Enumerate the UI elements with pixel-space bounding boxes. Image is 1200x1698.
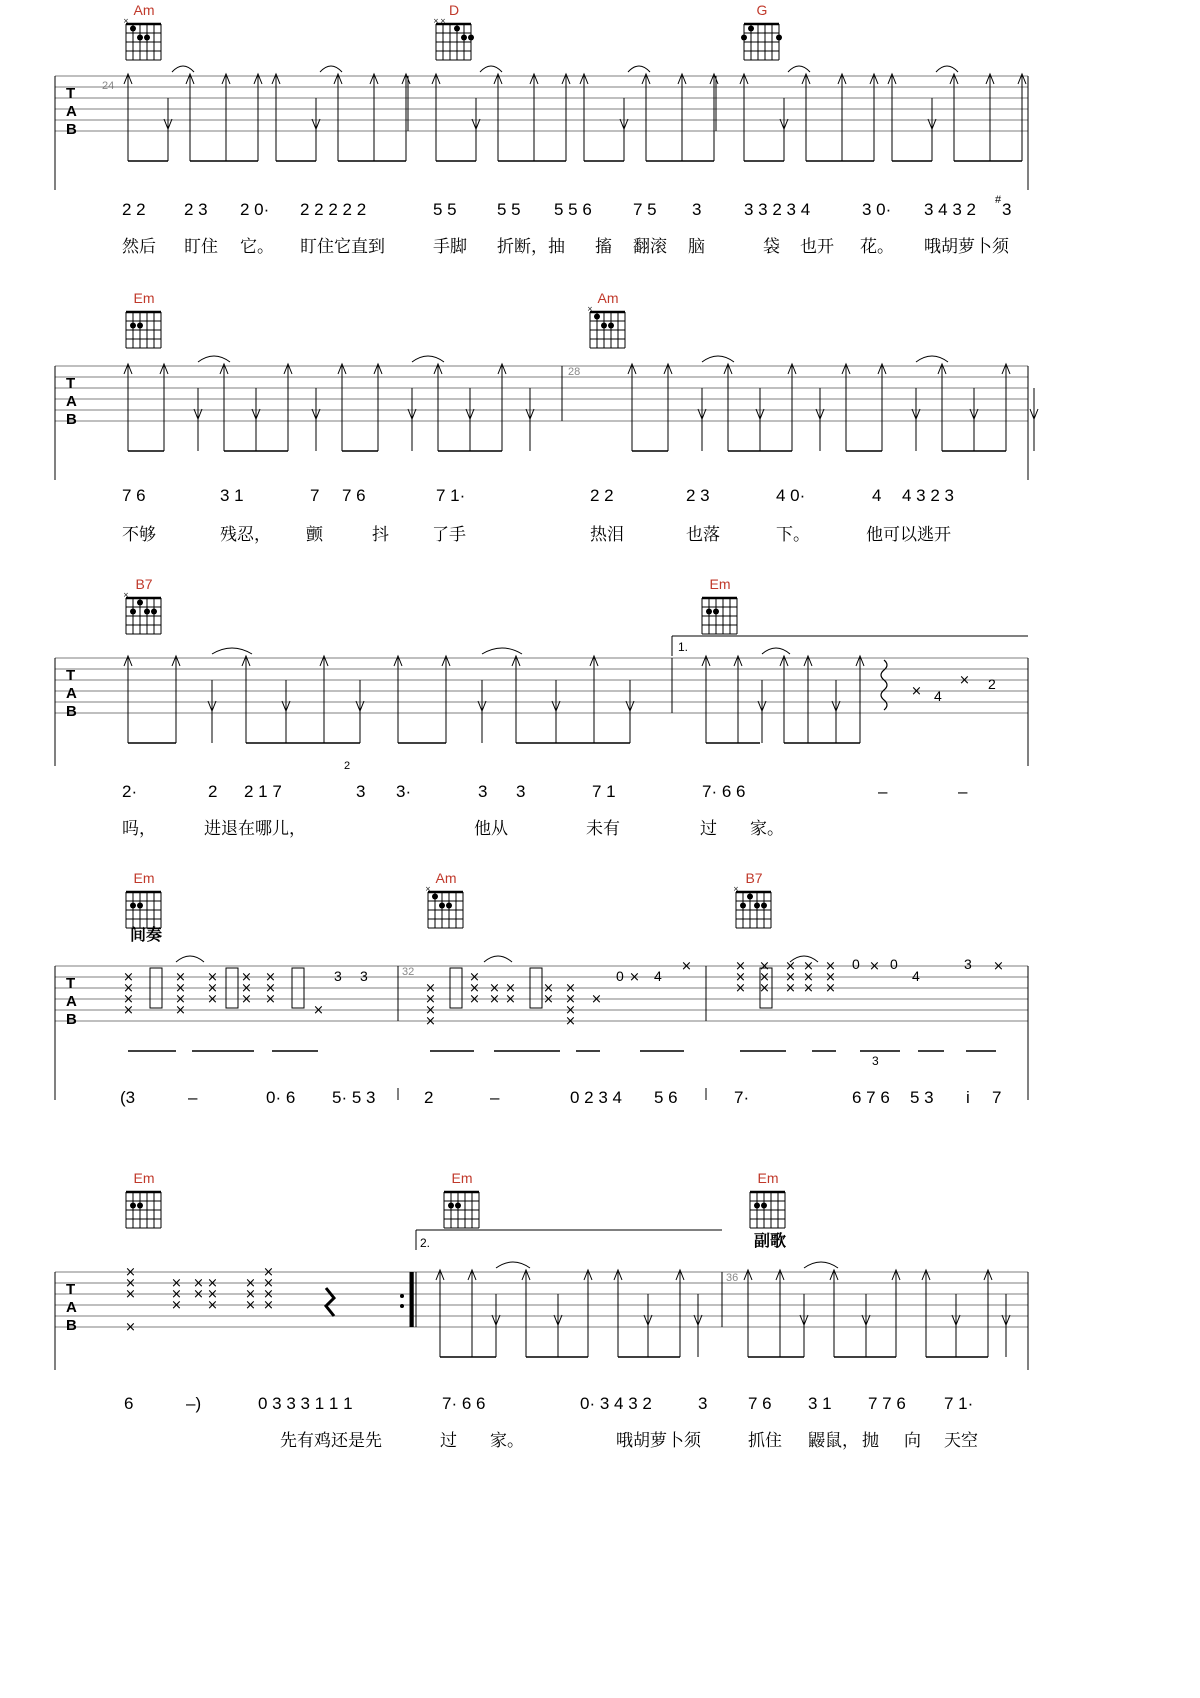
strum-down-arrow [466, 388, 474, 451]
lyric: 鼹鼠， [808, 1431, 859, 1451]
lyric: 也开 [800, 237, 834, 257]
chord-name: Em [133, 1170, 155, 1186]
jianpu-group: 0· 6 [266, 1088, 296, 1107]
jianpu-group: 2 0· [240, 200, 270, 219]
repeat-dot [400, 1294, 404, 1298]
strum-down-arrow [208, 680, 216, 743]
jianpu-group: 2 2 2 2 2 [300, 200, 367, 219]
jianpu-group: 7 6 [122, 486, 146, 505]
tie [482, 648, 522, 654]
muted-note: × [313, 1003, 324, 1018]
jianpu-group: 7 1 [592, 782, 616, 801]
jianpu-group: 4 [872, 486, 882, 505]
muted-note: × [171, 1276, 182, 1291]
muted-note: × [241, 981, 252, 996]
muted-note: × [505, 981, 516, 996]
jianpu-group: 4 0· [776, 486, 806, 505]
jianpu-group: 7· [734, 1088, 750, 1107]
chord-name: Em [133, 290, 155, 306]
jianpu-group: 5 6 [654, 1088, 678, 1107]
jianpu-group: 2 2 [590, 486, 614, 505]
chord-name: Am [597, 290, 619, 306]
muted-note: × [123, 992, 134, 1007]
strum-down-arrow [756, 388, 764, 451]
jianpu-group: 3 1 [220, 486, 244, 505]
muted-note: × [825, 959, 836, 974]
strum-down-arrow [862, 1294, 870, 1357]
chord-name: Em [709, 576, 731, 592]
repeat-dot [400, 1304, 404, 1308]
lyric: 过 [700, 819, 717, 839]
muted-note: × [469, 970, 480, 985]
strum-down-arrow [282, 680, 290, 743]
jianpu-group: 2 3 [184, 200, 208, 219]
jianpu-group: 0 2 3 4 [570, 1088, 622, 1107]
lyric: 残忍， [220, 525, 271, 545]
jianpu-group: 3 [1002, 200, 1012, 219]
lyric: 盯住 [184, 237, 218, 257]
jianpu-group: 3 [516, 782, 526, 801]
mute-mark: × [587, 306, 593, 313]
jianpu-group: 6 [124, 1394, 134, 1413]
jianpu-group: 7· 6 6 [442, 1394, 486, 1413]
strum-down-arrow [194, 388, 202, 451]
muted-note: × [425, 981, 436, 996]
jianpu-group: 5 5 [433, 200, 457, 219]
mute-mark: × [433, 18, 439, 25]
muted-note: × [759, 981, 770, 996]
muted-note: × [505, 992, 516, 1007]
tie [936, 66, 958, 72]
jianpu-group: 3 [698, 1394, 708, 1413]
tie [212, 648, 252, 654]
lyric: 也落 [686, 525, 720, 545]
tab-clef: A [66, 1299, 77, 1316]
muted-note: × [125, 1265, 136, 1280]
strum-down-arrow [928, 98, 936, 161]
system-4 [0, 870, 1200, 1190]
strum-down-arrow [644, 1294, 652, 1357]
measure-number: 24 [102, 80, 115, 92]
muted-note: × [425, 1014, 436, 1029]
muted-note: × [785, 981, 796, 996]
chord-name: Em [757, 1170, 779, 1186]
lyric: 了手 [432, 525, 466, 545]
chord-name: D [448, 2, 460, 18]
tie [628, 66, 650, 72]
muted-note: × [425, 992, 436, 1007]
tie [480, 66, 502, 72]
rest-dash: – [958, 782, 968, 801]
chord-name: G [756, 2, 768, 18]
muted-note: × [469, 981, 480, 996]
muted-note: × [207, 1287, 218, 1302]
jianpu-group: 2 2 [122, 200, 146, 219]
tab-clef: A [66, 103, 77, 120]
tab-clef: T [66, 375, 76, 392]
jianpu-group: 3 [478, 782, 488, 801]
jianpu-group: 3 4 3 2 [924, 200, 976, 219]
muted-note: × [207, 1276, 218, 1291]
lyric: 家。 [490, 1431, 524, 1451]
muted-note: × [959, 673, 970, 688]
lyric: 翻滚 [633, 237, 667, 257]
lyric: 哦胡萝卜须 [616, 1431, 701, 1451]
mute-mark: × [440, 18, 446, 25]
lyric: 家。 [750, 819, 784, 839]
lyric: 盯住它直到 [300, 237, 385, 257]
strum-down-arrow [694, 1294, 702, 1357]
tie [788, 66, 810, 72]
chord-name: Em [133, 870, 155, 886]
muted-note: × [123, 981, 134, 996]
jianpu-group: 2 3 [686, 486, 710, 505]
jianpu-group: 0 3 3 3 1 1 1 [258, 1394, 353, 1413]
muted-note: × [681, 959, 692, 974]
tie [412, 356, 444, 362]
strum-down-arrow [552, 680, 560, 743]
muted-note: × [265, 992, 276, 1007]
jianpu-group: 7 7 6 [868, 1394, 906, 1413]
muted-note: × [759, 970, 770, 985]
jianpu-group: 3 3 2 3 4 [744, 200, 811, 219]
muted-note: × [241, 992, 252, 1007]
tab-clef: A [66, 393, 77, 410]
tab-clef: T [66, 667, 76, 684]
muted-note: × [629, 970, 640, 985]
muted-note: × [489, 981, 500, 996]
arpeggio-wave [881, 660, 887, 710]
jianpu-group: 7 6 [342, 486, 366, 505]
muted-note: × [175, 970, 186, 985]
section-label: 副歌 [754, 1231, 787, 1250]
jianpu-group: 2 1 7 [244, 782, 282, 801]
muted-note: × [803, 959, 814, 974]
tie [702, 356, 734, 362]
muted-note: × [171, 1298, 182, 1313]
tab-clef: A [66, 685, 77, 702]
tab-staff [0, 576, 1200, 766]
tie [172, 66, 194, 72]
tie [916, 356, 948, 362]
jianpu-group: (3 [120, 1088, 136, 1107]
muted-note: × [825, 970, 836, 985]
muted-note: × [193, 1287, 204, 1302]
tie [320, 66, 342, 72]
tab-staff [0, 0, 1200, 190]
strum-down-arrow [526, 388, 534, 451]
strum-down-arrow [1030, 388, 1038, 451]
tie [484, 956, 512, 962]
muted-note: × [193, 1276, 204, 1291]
jianpu-group: 6 7 6 [852, 1088, 890, 1107]
muted-note: × [123, 1003, 134, 1018]
muted-note: × [207, 970, 218, 985]
lyric: 进退在哪儿， [204, 819, 306, 839]
jianpu-group: 0· 3 4 3 2 [580, 1394, 652, 1413]
tab-fret: 0 [890, 956, 898, 972]
chord-name: Am [435, 870, 457, 886]
strum-down-arrow [970, 388, 978, 451]
muted-note: × [803, 970, 814, 985]
muted-note: × [785, 970, 796, 985]
muted-note: × [565, 1003, 576, 1018]
strum-down-arrow [356, 680, 364, 743]
jianpu-group: 7 [310, 486, 320, 505]
rest-dash: – [188, 1088, 198, 1107]
muted-note: × [245, 1287, 256, 1302]
muted-note: × [565, 1014, 576, 1029]
system-5 [0, 1170, 1200, 1490]
strum-down-arrow [1002, 1294, 1010, 1357]
mute-mark: × [123, 18, 129, 25]
tab-fret: 2 [988, 676, 996, 692]
tab-clef: B [66, 411, 77, 428]
muted-note: × [207, 981, 218, 996]
strum-down-arrow [312, 388, 320, 451]
jianpu-group: 5 5 6 [554, 200, 592, 219]
muted-note: × [263, 1276, 274, 1291]
lyric: 不够 [122, 525, 156, 545]
strum-down-arrow [620, 98, 628, 161]
measure-number: 32 [402, 966, 415, 978]
muted-note: × [911, 684, 922, 699]
strum-down-arrow [780, 98, 788, 161]
jianpu-group: 7· 6 6 [702, 782, 746, 801]
strum-down-arrow [408, 388, 416, 451]
muted-note: × [175, 1003, 186, 1018]
system-2 [0, 290, 1200, 610]
lyric: 抓住 [748, 1431, 782, 1451]
muted-note: × [825, 981, 836, 996]
tab-fret: 3 [334, 968, 342, 984]
lyric: 未有 [586, 819, 620, 839]
jianpu-group: 3 0· [862, 200, 892, 219]
quarter-rest [326, 1288, 334, 1316]
jianpu-group: 2 [208, 782, 218, 801]
lyric: 他从 [474, 819, 508, 839]
muted-note: × [263, 1265, 274, 1280]
muted-note: × [265, 981, 276, 996]
muted-note: × [265, 970, 276, 985]
lyric: 折断，抽 [497, 237, 565, 257]
muted-note: × [245, 1298, 256, 1313]
jianpu-group: 5 3 [910, 1088, 934, 1107]
lyric: 他可以逃开 [866, 525, 951, 545]
muted-note: × [735, 981, 746, 996]
jianpu-group: 3 1 [808, 1394, 832, 1413]
lyric: 向 [904, 1431, 921, 1451]
muted-note: × [263, 1287, 274, 1302]
system-3 [0, 576, 1200, 896]
lyric: 抛 [862, 1431, 879, 1451]
lyric: 吗， [122, 819, 156, 839]
muted-note: × [565, 981, 576, 996]
muted-note: × [735, 959, 746, 974]
lyric: 它。 [240, 237, 274, 257]
mute-mark: × [733, 886, 739, 893]
jianpu-group: 3 [692, 200, 702, 219]
jianpu-group: 7 5 [633, 200, 657, 219]
lyric: 脑 [688, 237, 705, 257]
tab-clef: T [66, 85, 76, 102]
jianpu-group: 7 1· [436, 486, 466, 505]
muted-note: × [425, 1003, 436, 1018]
strum-down-arrow [952, 1294, 960, 1357]
system-1 [0, 0, 1200, 320]
strum-down-arrow [698, 388, 706, 451]
muted-note: × [125, 1276, 136, 1291]
jianpu-group: 7 [992, 1088, 1002, 1107]
muted-note: × [993, 959, 1004, 974]
strum-down-arrow [478, 680, 486, 743]
muted-note: × [543, 992, 554, 1007]
strum-down-arrow [472, 98, 480, 161]
mute-mark: × [425, 886, 431, 893]
jianpu-group: 7 1· [944, 1394, 974, 1413]
tie [198, 356, 230, 362]
tab-staff [0, 290, 1200, 480]
jianpu-group: i [966, 1088, 970, 1107]
muted-note: × [759, 959, 770, 974]
lyric: 哦胡萝卜须 [924, 237, 1009, 257]
tab-clef: A [66, 993, 77, 1010]
muted-note: × [245, 1276, 256, 1291]
muted-note: × [263, 1298, 274, 1313]
jianpu-group: 2 [424, 1088, 434, 1107]
strum-down-arrow [164, 98, 172, 161]
strum-down-arrow [252, 388, 260, 451]
strum-down-arrow [800, 1294, 808, 1357]
jianpu-group: 2· [122, 782, 138, 801]
section-label: 间奏 [130, 925, 163, 944]
jianpu-group: 5· 5 3 [332, 1088, 376, 1107]
volta-label: 2. [420, 1236, 431, 1250]
tab-fret: 4 [912, 968, 920, 984]
tab-fret: 0 [852, 956, 860, 972]
tab-staff [0, 1170, 1200, 1370]
muted-note: × [207, 992, 218, 1007]
lyric: 颤 [306, 525, 323, 545]
mute-mark: × [123, 592, 129, 599]
muted-note: × [123, 970, 134, 985]
muted-note: × [489, 992, 500, 1007]
lyric: 然后 [122, 237, 156, 257]
chord-name: B7 [135, 576, 153, 592]
chord-name: B7 [745, 870, 763, 886]
strum-down-arrow [312, 98, 320, 161]
strum-down-arrow [832, 680, 840, 743]
tab-staff [0, 870, 1200, 1100]
lyric: 袋 [763, 237, 780, 257]
lyric: 手脚 [433, 237, 467, 257]
tab-fret: 4 [934, 688, 942, 704]
rest-dash: – [878, 782, 888, 801]
muted-note: × [241, 970, 252, 985]
muted-note: × [591, 992, 602, 1007]
strum-down-arrow [492, 1294, 500, 1357]
muted-note: × [125, 1320, 136, 1335]
lyric: 天空 [944, 1431, 978, 1451]
lyric: 下。 [776, 525, 810, 545]
measure-number: 28 [568, 366, 581, 378]
muted-note: × [869, 959, 880, 974]
lyric: 过 [440, 1431, 457, 1451]
triplet-mark: 3 [872, 1054, 879, 1068]
strum-down-arrow [816, 388, 824, 451]
tie [176, 956, 204, 962]
muted-note: × [803, 981, 814, 996]
tie [762, 648, 790, 654]
measure-number: 36 [726, 1272, 739, 1284]
tab-clef: T [66, 1281, 76, 1298]
jianpu-group: 4 3 2 3 [902, 486, 954, 505]
tie-number: 2 [344, 760, 351, 772]
lyric: 热泪 [590, 525, 624, 545]
chord-name: Am [133, 2, 155, 18]
tab-clef: B [66, 121, 77, 138]
volta-label: 1. [678, 640, 689, 654]
muted-note: × [735, 970, 746, 985]
tab-fret: 3 [360, 968, 368, 984]
jianpu-group: 5 5 [497, 200, 521, 219]
tab-clef: B [66, 1011, 77, 1028]
jianpu-group: 7 6 [748, 1394, 772, 1413]
lyric: 先有鸡还是先 [280, 1431, 382, 1451]
strum-down-arrow [758, 680, 766, 743]
muted-note: × [171, 1287, 182, 1302]
lyric: 抖 [372, 525, 389, 545]
muted-note: × [785, 959, 796, 974]
tab-clef: B [66, 1317, 77, 1334]
tie [804, 1262, 838, 1268]
rest-dash: – [490, 1088, 500, 1107]
strum-down-arrow [626, 680, 634, 743]
jianpu-group: 3· [396, 782, 412, 801]
tab-clef: T [66, 975, 76, 992]
muted-note: × [469, 992, 480, 1007]
muted-note: × [175, 992, 186, 1007]
tie [496, 1262, 530, 1268]
muted-note: × [207, 1298, 218, 1313]
chord-name: Em [451, 1170, 473, 1186]
jianpu-group: –) [186, 1394, 202, 1413]
muted-note: × [543, 981, 554, 996]
lyric: 搐 [595, 237, 612, 257]
tab-fret: 3 [964, 956, 972, 972]
muted-note: × [175, 981, 186, 996]
tab-fret: 0 [616, 968, 624, 984]
tab-clef: B [66, 703, 77, 720]
muted-note: × [125, 1287, 136, 1302]
muted-note: × [565, 992, 576, 1007]
tab-fret: 4 [654, 968, 662, 984]
sharp-sign: # [995, 194, 1002, 206]
jianpu-group: 3 [356, 782, 366, 801]
lyric: 花。 [860, 237, 894, 257]
strum-down-arrow [912, 388, 920, 451]
strum-down-arrow [554, 1294, 562, 1357]
